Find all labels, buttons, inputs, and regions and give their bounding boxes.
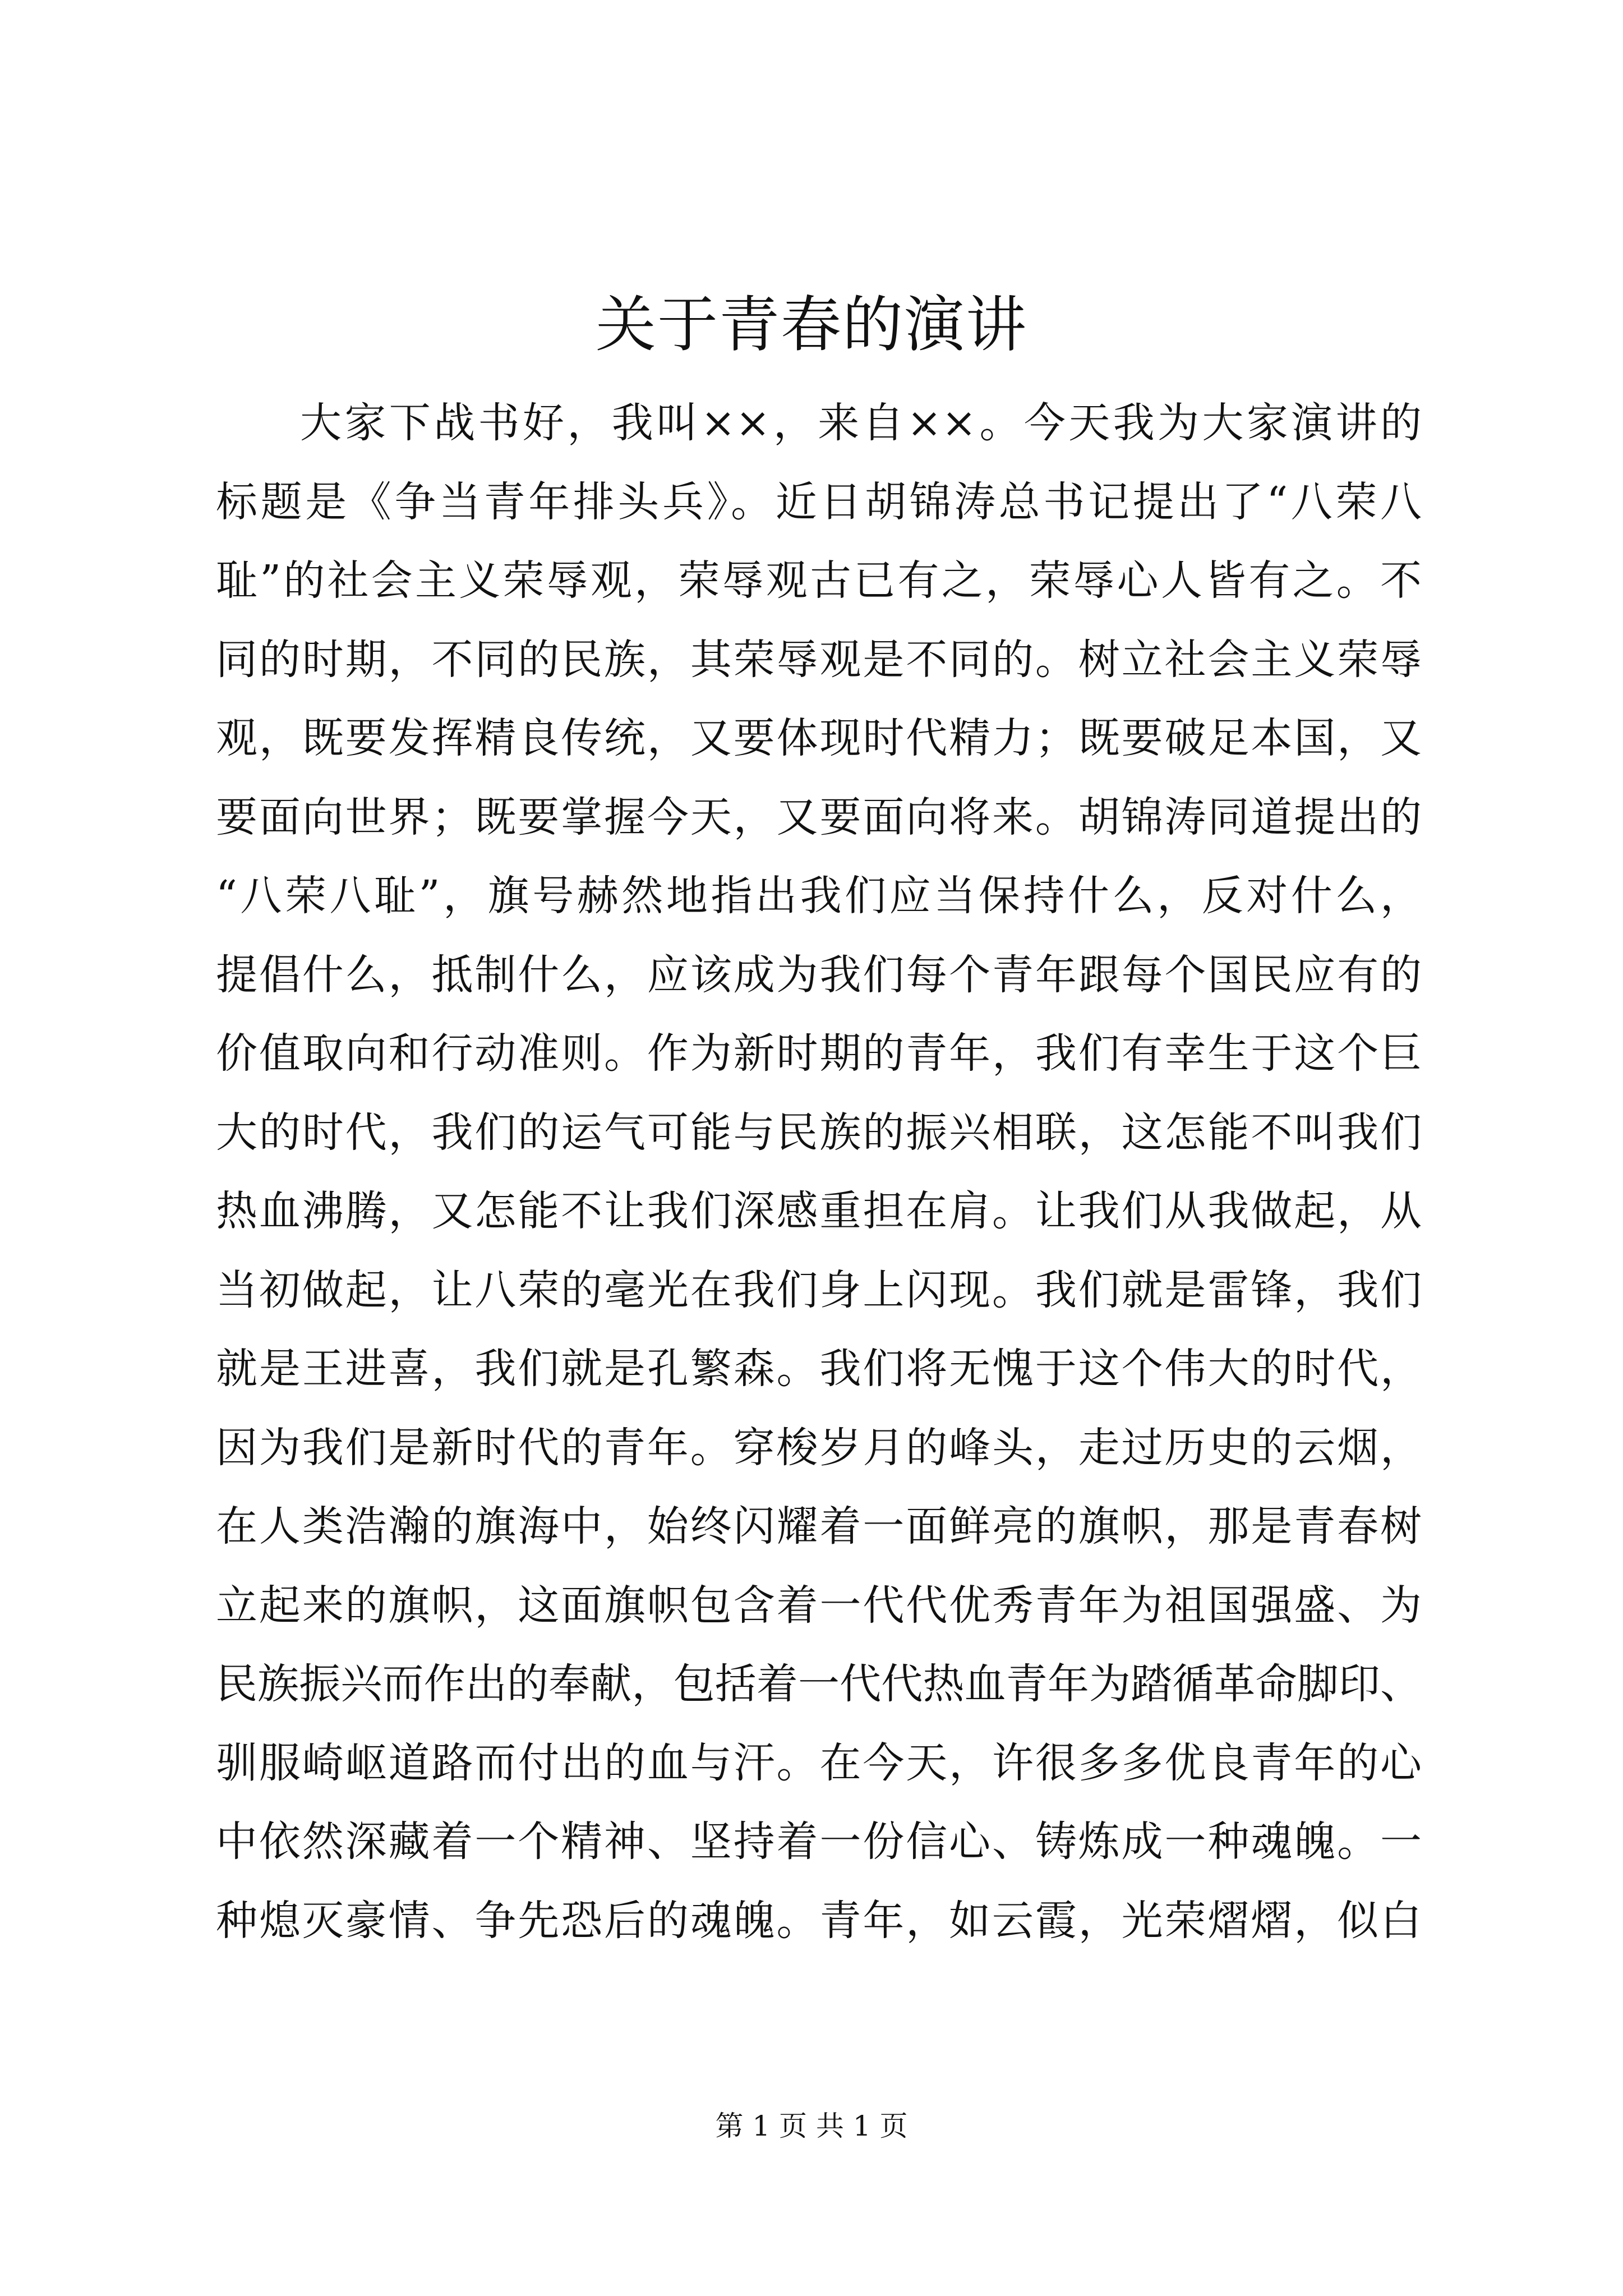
body-line: 因为我们是新时代的青年。穿梭岁月的峰头，走过历史的云烟， <box>216 1423 1422 1472</box>
body-line: 种熄灭豪情、争先恐后的魂魄。青年，如云霞，光荣熠熠，似白 <box>216 1896 1422 1945</box>
body-line: 价值取向和行动准则。作为新时期的青年，我们有幸生于这个巨 <box>216 1029 1422 1078</box>
body-line: 当初做起，让八荣的毫光在我们身上闪现。我们就是雷锋，我们 <box>216 1266 1422 1314</box>
body-line: 民族振兴而作出的奉献，包括着一代代热血青年为踏循革命脚印、 <box>216 1660 1422 1708</box>
body-line: 在人类浩瀚的旗海中，始终闪耀着一面鲜亮的旗帜，那是青春树 <box>216 1502 1422 1550</box>
body-line: 要面向世界；既要掌握今天，又要面向将来。胡锦涛同道提出的 <box>216 793 1422 841</box>
body-line: 热血沸腾，又怎能不让我们深感重担在肩。让我们从我做起，从 <box>216 1187 1422 1235</box>
body-line: 耻”的社会主义荣辱观，荣辱观古已有之，荣辱心人皆有之。不 <box>216 556 1422 605</box>
body-line: 就是王进喜，我们就是孔繁森。我们将无愧于这个伟大的时代， <box>216 1345 1422 1393</box>
body-line: 观，既要发挥精良传统，又要体现时代精力；既要破足本国，又 <box>216 714 1422 762</box>
document-title: 关于青春的演讲 <box>595 290 1027 360</box>
body-line: 中依然深藏着一个精神、坚持着一份信心、铸炼成一种魂魄。一 <box>216 1818 1422 1866</box>
body-line: 标题是《争当青年排头兵》。近日胡锦涛总书记提出了“八荣八 <box>216 477 1422 526</box>
body-line: 大家下战书好，我叫××，来自××。今天我为大家演讲的 <box>300 399 1422 447</box>
body-line: 同的时期，不同的民族，其荣辱观是不同的。树立社会主义荣辱 <box>216 635 1422 684</box>
body-line: “八荣八耻”，旗号赫然地指出我们应当保持什么，反对什么， <box>216 872 1422 920</box>
document-body <box>216 384 1422 1960</box>
page-footer: 第 1 页 共 1 页 <box>715 2110 908 2142</box>
body-line: 驯服崎岖道路而付出的血与汗。在今天，许很多多优良青年的心 <box>216 1738 1422 1787</box>
body-line: 大的时代，我们的运气可能与民族的振兴相联，这怎能不叫我们 <box>216 1108 1422 1157</box>
body-line: 提倡什么，抵制什么，应该成为我们每个青年跟每个国民应有的 <box>216 950 1422 999</box>
body-line: 立起来的旗帜，这面旗帜包含着一代代优秀青年为祖国强盛、为 <box>216 1581 1422 1630</box>
